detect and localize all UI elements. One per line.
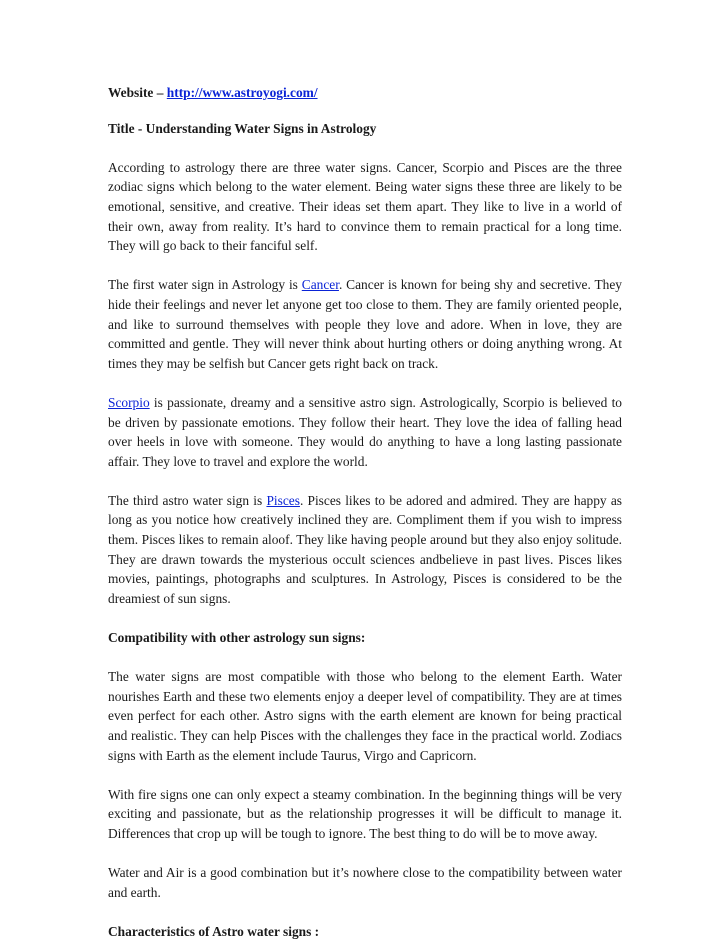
earth-paragraph: The water signs are most compatible with those who belong to the element Earth. Water nourishes Earth and these two elements enjoy a deeper level of compatibility. They are at times even perfect for each other. Astro signs with the earth element are known for being practical and realistic. They can help Pisces with the challenges they face in the practical world. Zodiacs signs with Earth as the element include Taurus, Virgo and Capricorn.	[108, 669, 622, 763]
air-paragraph: Water and Air is a good combination but it’s nowhere close to the compatibility between water and earth.	[108, 865, 622, 900]
pisces-text-before: The third astro water sign is	[108, 492, 267, 508]
website-label: Website –	[108, 85, 167, 100]
document-title: Title - Understanding Water Signs in Astrology	[108, 120, 377, 136]
pisces-text-after: . Pisces likes to be adored and admired. They are happy as long as you notice how creatively inclined they are. Compliment them if you wish to impress them. Pisces likes to remain aloof. They like having people around but they also enjoy solitude. They are drawn towards the mysterious occult sciences andbelieve in past lives. Pisces likes movies, paintings, photographs and sculptures. In Astrology, Pisces is considered to be the dreamiest of sun signs.	[108, 492, 622, 606]
fire-paragraph: With fire signs one can only expect a steamy combination. In the beginning things will be very exciting and passionate, but as the relationship progresses it will be difficult to manage it. Differences that crop up will be tough to ignore. The best thing to do will be to move away.	[108, 786, 622, 841]
website-url-link[interactable]: http://www.astroyogi.com/	[166, 85, 318, 100]
website-line	[108, 83, 622, 103]
cancer-text-after: . Cancer is known for being shy and secretive. They hide their feelings and never let anyone get too close to them. They are family oriented people, and like to surround themselves with people they love and adore. When in love, they are committed and gentle. They will never think about hurting others or doing anything wrong. At times they may be selfish but Cancer gets right back on track.	[108, 277, 622, 371]
intro-paragraph: According to astrology there are three water signs. Cancer, Scorpio and Pisces are the three zodiac signs which belong to the water element. Being water signs these three are likely to be emotional, sensitive, and creative. Their ideas set them apart. They like to live in a world of their own, away from reality. It’s hard to convince them to remain practical for a long time. They will go back to their fanciful self.	[108, 159, 622, 254]
pisces-paragraph	[108, 491, 622, 609]
scorpio-text-after: is passionate, dreamy and a sensitive astro sign. Astrologically, Scorpio is believed to be driven by passionate emotions. They follow their heart. They love the idea of falling head over heels in love with someone. They would do anything to have a long lasting passionate affair. They love to travel and explore the world.	[108, 394, 622, 469]
cancer-paragraph	[108, 275, 622, 373]
document-page	[108, 83, 622, 942]
cancer-link[interactable]: Cancer	[301, 277, 339, 293]
scorpio-link[interactable]: Scorpio	[108, 394, 150, 410]
pisces-link[interactable]: Pisces	[266, 492, 300, 508]
cancer-text-before: The first water sign in Astrology is	[108, 277, 302, 293]
characteristics-heading: Characteristics of Astro water signs :	[108, 923, 320, 939]
compatibility-heading: Compatibility with other astrology sun signs:	[108, 630, 366, 646]
scorpio-paragraph	[108, 393, 622, 471]
